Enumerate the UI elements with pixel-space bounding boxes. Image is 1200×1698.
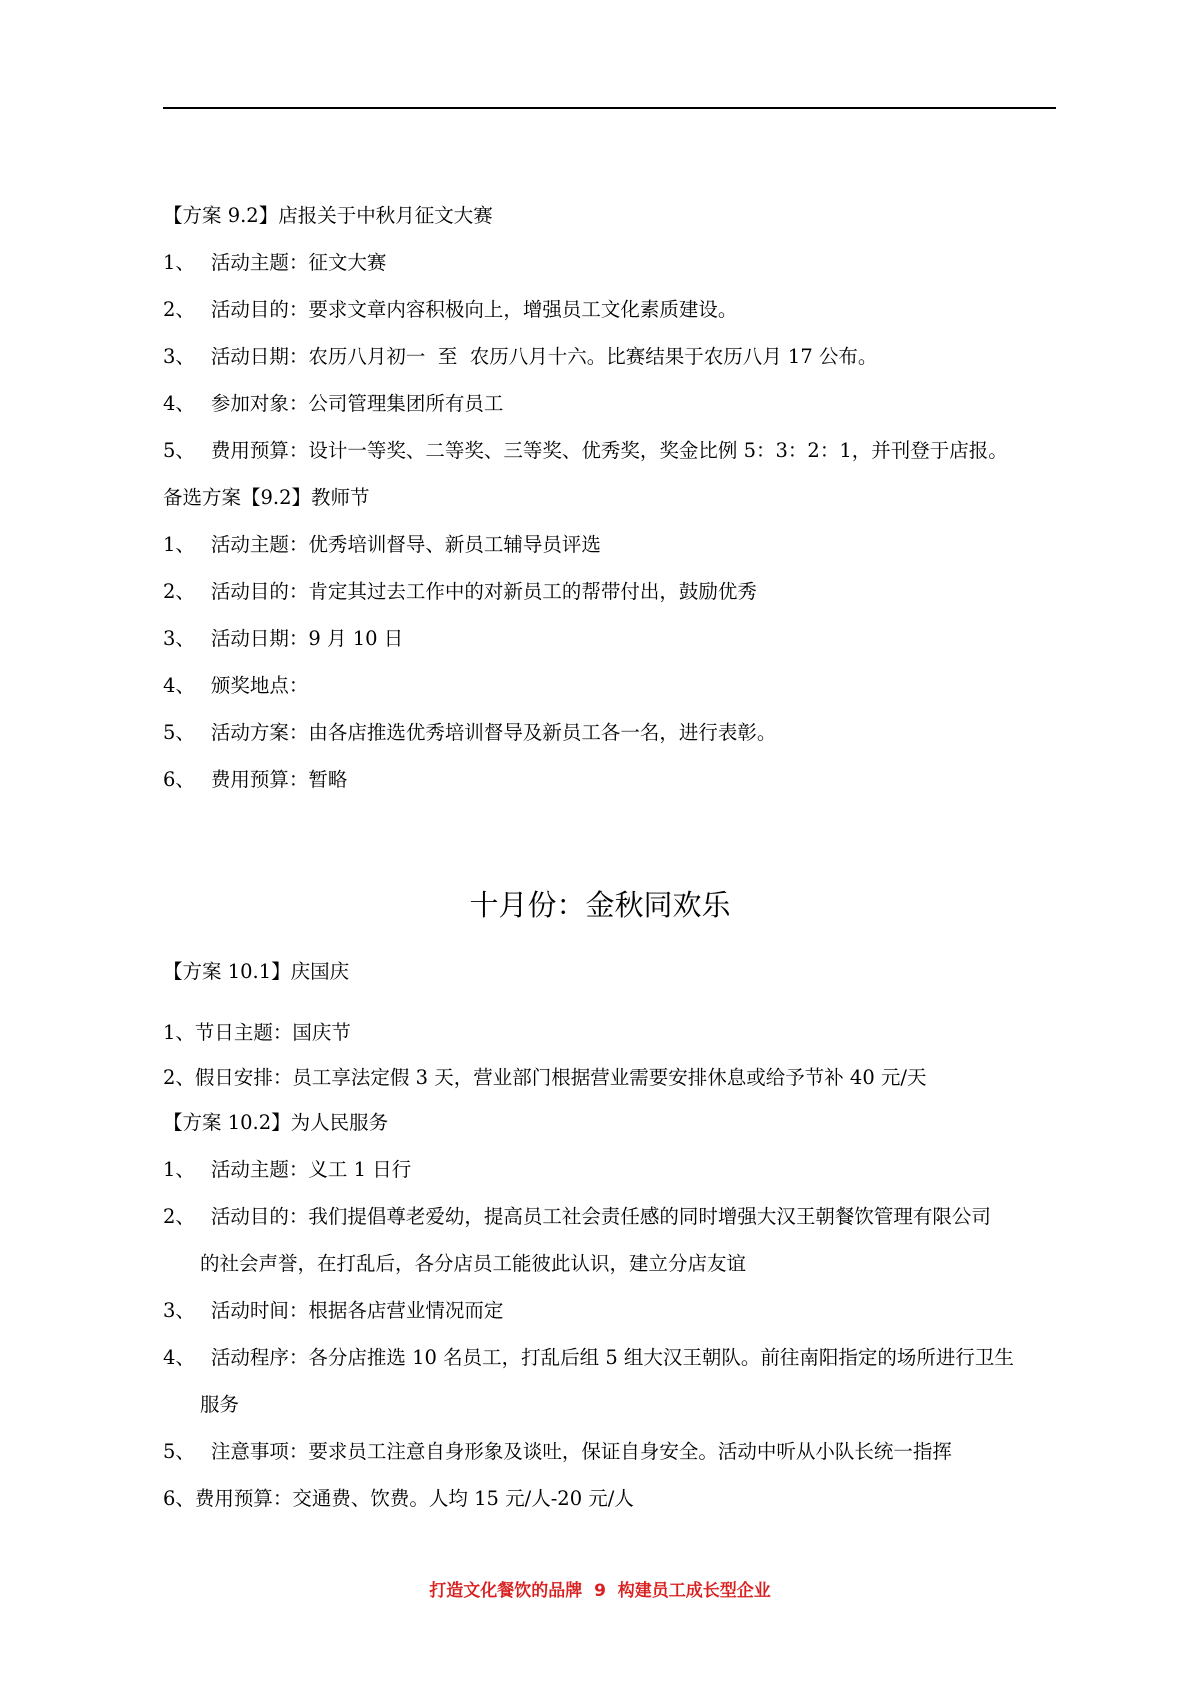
list-item: 2、 活动目的：我们提倡尊老爱幼，提高员工社会责任感的同时增强大汉王朝餐饮管理有限公司 xyxy=(163,1205,991,1228)
section-title-9-2: 【方案 9.2】店报关于中秋月征文大赛 xyxy=(163,204,493,227)
list-item: 1、 活动主题：征文大赛 xyxy=(163,251,387,274)
list-item: 2、 活动目的：要求文章内容积极向上，增强员工文化素质建设。 xyxy=(163,298,738,321)
list-item: 3、 活动时间：根据各店营业情况而定 xyxy=(163,1299,504,1322)
list-item: 5、 注意事项：要求员工注意自身形象及谈吐，保证自身安全。活动中听从小队长统一指挥 xyxy=(163,1440,952,1463)
list-item: 6、费用预算：交通费、饮费。人均 15 元/人-20 元/人 xyxy=(163,1487,634,1510)
month-heading: 十月份：金秋同欢乐 xyxy=(469,888,731,922)
list-item: 3、 活动日期：9 月 10 日 xyxy=(163,627,404,650)
list-item: 6、 费用预算：暂略 xyxy=(163,768,348,791)
list-item-continuation: 服务 xyxy=(200,1393,240,1416)
list-item: 1、 活动主题：义工 1 日行 xyxy=(163,1158,412,1181)
list-item: 5、 活动方案：由各店推选优秀培训督导及新员工各一名，进行表彰。 xyxy=(163,721,777,744)
list-item: 4、 活动程序：各分店推选 10 名员工，打乱后组 5 组大汉王朝队。前往南阳指定的场所进行卫生 xyxy=(163,1346,1014,1369)
list-item: 3、 活动日期：农历八月初一 至 农历八月十六。比赛结果于农历八月 17 公布。 xyxy=(163,345,878,368)
section-title-10-2: 【方案 10.2】为人民服务 xyxy=(163,1111,389,1134)
list-item: 4、 颁奖地点： xyxy=(163,674,309,697)
list-item: 2、 活动目的：肯定其过去工作中的对新员工的帮带付出，鼓励优秀 xyxy=(163,580,757,603)
section-title-10-1: 【方案 10.1】庆国庆 xyxy=(163,960,350,983)
list-item: 1、节日主题：国庆节 xyxy=(163,1021,351,1044)
list-item: 1、 活动主题：优秀培训督导、新员工辅导员评选 xyxy=(163,533,601,556)
section-title-alt-9-2: 备选方案【9.2】教师节 xyxy=(163,486,370,509)
list-item: 2、假日安排：员工享法定假 3 天，营业部门根据营业需要安排休息或给予节补 40 元/天 xyxy=(163,1066,927,1089)
list-item: 4、 参加对象：公司管理集团所有员工 xyxy=(163,392,504,415)
list-item-continuation: 的社会声誉，在打乱后，各分店员工能彼此认识，建立分店友谊 xyxy=(200,1252,747,1275)
page-footer: 打造文化餐饮的品牌 9 构建员工成长型企业 xyxy=(429,1581,771,1601)
list-item: 5、 费用预算：设计一等奖、二等奖、三等奖、优秀奖，奖金比例 5：3：2：1，并刊登于店报。 xyxy=(163,439,1008,462)
header-rule xyxy=(163,107,1056,109)
